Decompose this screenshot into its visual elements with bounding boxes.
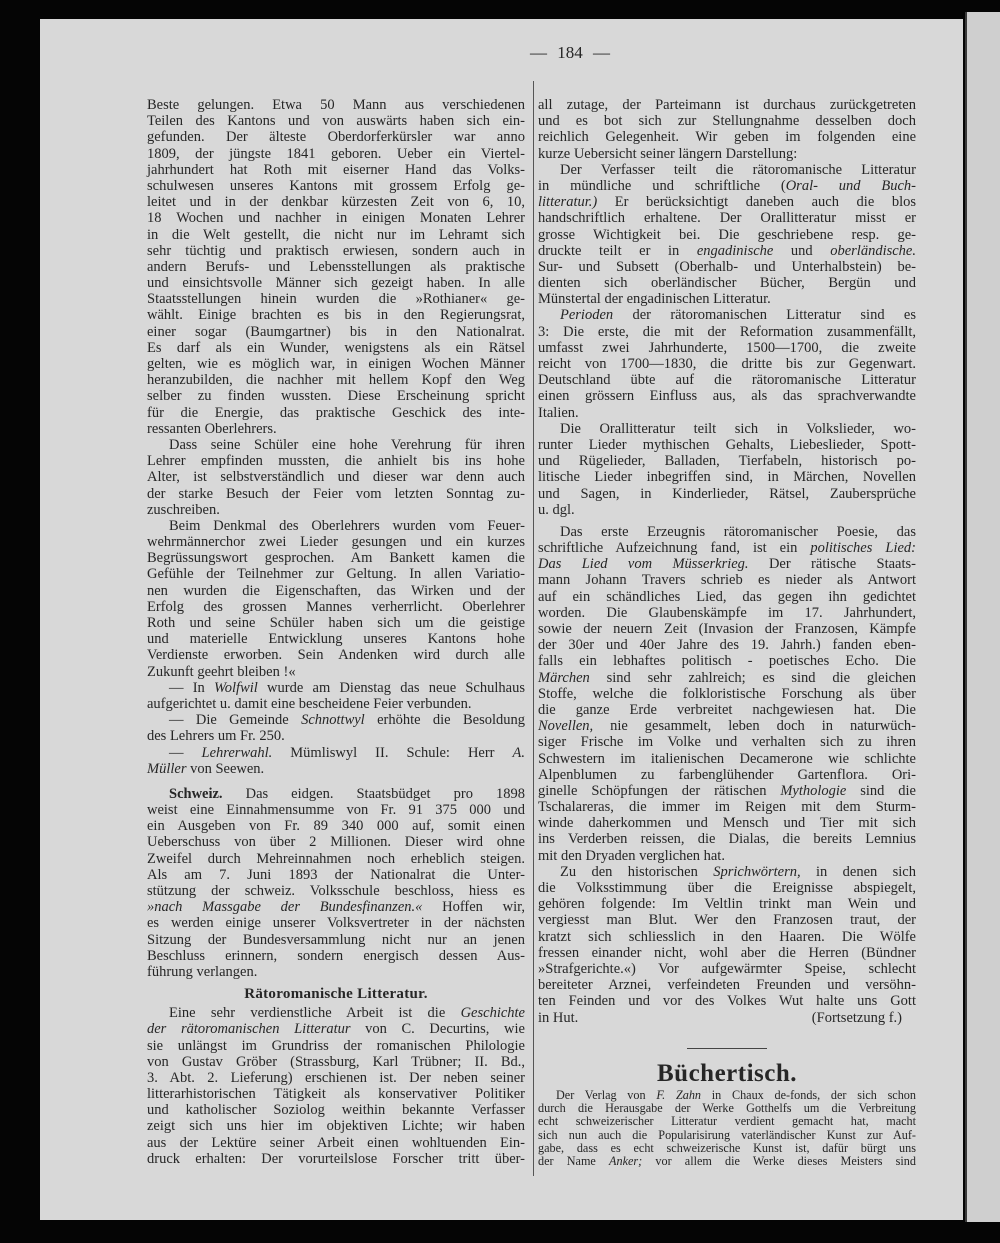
text-segment: Der Verlag von (556, 1087, 657, 1102)
text-line: Alpenblumen zu farbenglühender Gartenflora. Ori- (538, 766, 916, 783)
text-segment: ginelle Schöpfungen der rätischen (538, 782, 781, 799)
text-line: reicht von 1700—1830, die dritte bis zur Gegenwart. (538, 356, 916, 372)
text-segment: in Chaux de-fonds, der sich schon (701, 1087, 916, 1102)
text-line (538, 1155, 916, 1168)
text-line: winde daherkommen und Mensch und Tier mit sich (538, 815, 916, 832)
text-segment: Hoffen wir, (422, 899, 525, 916)
paragraph (538, 864, 916, 1026)
italic-text: Das Lied vom Müsserkrieg. (538, 556, 749, 573)
text-line: Staatsstellungen hinein wurden die »Rothianer« ge- (147, 291, 525, 308)
text-line: fressen einander nicht, wohl aber die Herren (Bündner (538, 944, 916, 961)
text-line: zeigt sich uns hier im objektiven Lichte; wir haben (147, 1118, 525, 1135)
text-line: Lehrer empfinden mussten, die anhielt bis ins hohe (147, 453, 525, 470)
text-line: Deutschland übte auf die rätoromanische Litteratur (538, 372, 916, 389)
text-line (147, 761, 525, 777)
text-line: nen wurden die Eigenschaften, das Wirken und der (147, 582, 525, 599)
left-column (147, 97, 525, 1167)
text-line: gehören folgende: Im Veltlin trinkt man Wein und (538, 896, 916, 913)
text-line: Sur- und Subsett (Oberhalb- und Unterhalbstein) be- (538, 258, 916, 275)
text-line: von Gustav Gröber (Strassburg, Karl Trübner; II. Bd., (147, 1053, 525, 1070)
text-line: Beschluss erinnern, sondern energisch dessen Aus- (147, 947, 525, 964)
text-line: kratzt sich schliesslich in den Haaren. Die Wölfe (538, 928, 916, 945)
text-line (538, 307, 916, 323)
paragraph (538, 162, 916, 308)
text-segment: sind die (846, 782, 916, 799)
text-line: worden. Die Glaubenskämpfe im 17. Jahrhundert, (538, 604, 916, 621)
text-line: weist eine Einnahmensumme von Fr. 91 375 000 und (147, 802, 525, 819)
text-line: 18 Wochen und nachher in einigen Monaten Lehrer (147, 210, 525, 227)
text-line (147, 786, 525, 802)
text-line: reichlich Gelegenheit. Wir geben im folgenden eine (538, 129, 916, 146)
paragraph (147, 518, 525, 680)
paragraph (538, 307, 916, 420)
text-line: Alter, ist selbstverständlich und dieser war denn auch (147, 469, 525, 486)
text-segment: (Fortsetzung f.) (811, 1009, 902, 1026)
text-line (538, 670, 916, 686)
text-line: Beim Denkmal des Oberlehrers wurden vom Feuer- (169, 517, 525, 534)
right-column-text (538, 97, 916, 1026)
text-line: und es bot sich zur Stellungnahme desselben doch (538, 113, 916, 130)
text-line: handschriftlich erhaltene. Der Orallitteratur misst er (538, 210, 916, 227)
text-line (538, 864, 916, 880)
paragraph (147, 745, 525, 777)
paragraph (538, 421, 916, 518)
text-line: kurze Uebersicht seiner längern Darstellung: (538, 145, 798, 162)
italic-text: litteratur.) (538, 194, 598, 211)
italic-text: der rätoromanischen Litteratur (147, 1021, 351, 1038)
paragraph (147, 1005, 525, 1167)
text-line: umfasst zwei Jahrhunderte, 1500—1700, die zweite (538, 339, 916, 356)
text-line: einen grössern Einfluss aus, als das sprachverwandte (538, 388, 916, 405)
paragraph (147, 97, 525, 437)
section-rule (687, 1048, 767, 1049)
text-line: sehr tüchtig und praktisch erwiesen, sondern auch in (147, 242, 525, 259)
text-line: und einsichtsvolle Männer sich gezeigt haben. In alle (147, 275, 525, 292)
text-line: und Sagen, in Kinderlieder, Rätsel, Zaubersprüche (538, 485, 916, 502)
paragraph (147, 437, 525, 518)
text-segment: Eine sehr verdienstliche Arbeit ist die (169, 1005, 461, 1022)
text-line (147, 745, 525, 761)
italic-text: Novellen, (538, 718, 594, 735)
text-line: echt schweizerischer Litteratur verdient gemacht hat, macht (538, 1114, 916, 1129)
text-line: druck erhalten: Der vorurteilslose Forscher tritt über- (147, 1150, 525, 1167)
text-segment: wurde am Dienstag das neue Schulhaus (257, 679, 525, 696)
text-line: ten Feinden und vor des Volkes Wut halte uns Gott (538, 993, 916, 1010)
italic-text: Anker; (609, 1154, 643, 1169)
text-line: durch die Herausgabe der Werke Gotthelfs um die Verbreitung (538, 1100, 916, 1115)
text-line: Beste gelungen. Etwa 50 Mann aus verschiedenen (147, 97, 525, 113)
paragraph (538, 524, 916, 864)
italic-text: Oral- und Buch- (785, 177, 916, 194)
text-segment: Das eidgen. Staatsbüdget pro 1898 (222, 785, 525, 802)
italic-text: A. (512, 744, 526, 761)
text-line (538, 1089, 916, 1102)
italic-text: »nach Massgabe der Bundesfinanzen.« (147, 899, 423, 916)
text-segment: in mündliche und schriftliche ( (538, 177, 786, 194)
text-segment: — In (169, 679, 215, 696)
text-line: Gefühle der Teilnehmer zur Geltung. In allen Variatio- (147, 566, 525, 583)
italic-text: Wolfwil (214, 679, 258, 696)
text-line: mit den Dryaden verglichen hat. (538, 847, 725, 864)
text-line: und Rügelieder, Balladen, Tierfabeln, historisch po- (538, 453, 916, 470)
text-line: heranzubilden, die nachher mit hellem Kopf den Weg (147, 372, 525, 389)
italic-text: Mythologie (780, 782, 847, 799)
text-line (538, 243, 916, 259)
text-line: falls ein lebhaftes politisch - poetisches Echo. Die (538, 653, 916, 670)
text-line: »Strafgerichte.«) Vor aufgewärmter Speise, schlecht (538, 960, 916, 977)
text-line: jahrhundert hat Roth mit eiserner Hand das Volks- (147, 161, 525, 178)
text-line: und materielle Entwicklung unseres Kantons hohe (147, 631, 525, 648)
text-line: aufgerichtet u. damit eine bescheidene Feier verbunden. (147, 695, 472, 712)
text-segment: von C. Decurtins, wie (350, 1021, 525, 1038)
text-line: zuschreiben. (147, 501, 220, 518)
text-line: auf ein schändliches Lied, das gegen ihn gedichtet (538, 588, 916, 605)
text-segment: der Name (538, 1154, 610, 1169)
text-line: des Lehrers um Fr. 250. (147, 728, 285, 745)
text-segment: der rätoromanischen Litteratur sind es (613, 307, 916, 324)
text-line: all zutage, der Parteimann ist durchaus zurückgetreten (538, 97, 916, 113)
italic-text: politisches Lied: (810, 540, 916, 557)
text-line: sie unlängst im Grundriss der romanischen Philologie (147, 1037, 525, 1054)
text-line: es werden einige unserer Volksvertreter in der nächsten (147, 915, 525, 932)
text-segment: druckte teilt er in (538, 242, 697, 259)
text-line: Teilen des Kantons und von auswärts haben sich ein- (147, 113, 525, 130)
italic-text: Schnottwyl (301, 712, 365, 729)
text-line: Es darf als ein Wunder, wenigstens als ein Rätsel (147, 339, 525, 356)
text-line: für die Energie, das praktische Geschick des inte- (147, 404, 525, 421)
italic-text: Müller (147, 760, 187, 777)
section-heading: Rätoromanische Litteratur. (244, 986, 428, 1003)
text-line: bereiteter Arznei, verfeindeten Freunden und versöhn- (538, 977, 916, 994)
text-line (538, 540, 916, 556)
text-line: Ueberschuss von über 2 Millionen. Dieser wird ohne (147, 834, 525, 851)
text-line: Schwestern im italienischen Decamerone wie schlichte (538, 750, 916, 767)
text-line (147, 899, 525, 915)
text-segment: erhöhte die Besoldung (364, 712, 525, 729)
italic-text: Sprichwörtern, (713, 863, 801, 880)
text-segment: Der rätische Staats- (748, 556, 916, 573)
italic-text: Geschichte (460, 1005, 525, 1022)
bold-text: Schweiz. (169, 785, 223, 802)
italic-text: F. Zahn (656, 1087, 702, 1102)
italic-text: Perioden (560, 307, 614, 324)
text-line: ins Verderben reissen, die Dialas, die bereits Lemnius (538, 831, 916, 848)
text-line: Zweifel durch Mehreinnahmen noch erheblich steigen. (147, 850, 525, 867)
text-line: Münstertal der engadinischen Litteratur. (538, 291, 771, 308)
text-line: Tschalareras, die immer im Reigen mit dem Sturm- (538, 799, 916, 816)
text-segment: sind sehr zahlreich; es sind die gleichen (589, 669, 916, 686)
text-line: Dass seine Schüler eine hohe Verehrung für ihren (169, 436, 525, 453)
text-line: in die Welt gestellt, die nicht nur im Lehramt sich (147, 226, 525, 243)
text-line: der starke Besuch der Feier vom letzten Sonntag zu- (147, 485, 525, 502)
text-line (538, 556, 916, 572)
text-line: 1809, der jüngste 1841 geboren. Ueber ein Viertel- (147, 145, 525, 162)
text-line: vergiesst man Blut. Wer den Franzosen traut, der (538, 912, 916, 929)
text-line (147, 680, 525, 696)
text-line: Roth und seine Schüler haben sich um die geistige (147, 615, 525, 631)
paragraph (147, 786, 525, 980)
text-line: dienten sich oberländischer Bücher, Bergün und (538, 275, 916, 292)
text-line: einer sogar (Baumgartner) bis in den Nationalrat. (147, 323, 525, 340)
text-line: Zukunft geehrt bleiben !« (147, 663, 296, 680)
text-line: wählt. Einige brachten es bis in den Regierungsrat, (147, 307, 525, 324)
text-line: gelten, wie es möglich war, in einigen Wochen Männer (147, 356, 525, 372)
text-segment: Zu den historischen (560, 863, 714, 880)
text-line: 3: Die erste, die mit der Reformation zusammenfällt, (538, 323, 916, 340)
text-segment: Er berücksichtigt daneben auch die blos (597, 194, 916, 211)
text-segment: schriftliche Aufzeichnung fand, ist ein (538, 540, 811, 557)
text-line: stützung der schweiz. Volksschule beschloss, hiess es (147, 883, 525, 899)
text-line: Erfolg des grossen Mannes verherrlicht. Oberlehrer (147, 598, 525, 615)
text-line: die ganze Erde verbreitet nachgewiesen hat. Die (538, 701, 916, 718)
text-line: wehrmännerchor zwei Lieder gesungen und ein kurzes (147, 534, 525, 551)
text-segment: und (773, 242, 831, 259)
italic-text: Märchen (538, 669, 590, 686)
text-line: Die Orallitteratur teilt sich in Volkslieder, wo- (560, 420, 916, 437)
text-line: Stoffe, welche die folkloristische Forschung als über (538, 685, 916, 702)
text-line: der 30er und 40er Jahre des 19. Jahrh.) fanden eben- (538, 637, 916, 654)
text-line: mann Johann Travers schrieb es nieder als Antwort (538, 572, 916, 589)
text-line: Als am 7. Juni 1893 der Nationalrat die Unter- (147, 866, 525, 883)
text-line: siger Frische im Volke und verhalten sich zu ihren (538, 734, 916, 751)
text-segment: — Die Gemeinde (169, 712, 302, 729)
text-segment: in Hut. (538, 1009, 579, 1026)
text-line: sich nun auch die Popularisirung vaterländischer Kunst zur Auf- (538, 1127, 916, 1142)
text-line (538, 718, 916, 734)
text-line (538, 194, 916, 210)
text-line: Der Verfasser teilt die rätoromanische Litteratur (560, 161, 916, 178)
text-line: Verdienste erworben. Sein Andenken wird durch alle (147, 647, 525, 664)
text-line: ressanten Oberlehrers. (147, 420, 277, 437)
text-segment: — (169, 744, 202, 761)
text-line: schulwesen unseres Kantons mit grossem Erfolg ge- (147, 177, 525, 194)
text-line: selber zu finden wussten. Diese Erscheinung spricht (147, 388, 525, 405)
text-line: ein Ausgeben von Fr. 89 340 000 auf, somit einen (147, 818, 525, 835)
text-line: andern Berufs- und Lebensstellungen als praktische (147, 258, 525, 275)
text-segment: in denen sich (800, 863, 916, 880)
text-line: Das erste Erzeugnis rätoromanischer Poesie, das (560, 523, 916, 540)
italic-text: engadinische (696, 242, 774, 259)
text-line: gabe, dass es echt schweizerische Kunst ist, dafür bürgt uns (538, 1140, 916, 1155)
text-line: litische Lieder inbegriffen sind, in Märchen, Novellen (538, 469, 916, 486)
text-segment: Mümliswyl II. Schule: Herr (272, 744, 513, 761)
text-line: u. dgl. (538, 501, 575, 518)
text-line: leitet und in der denkbar kürzesten Zeit von 6, 10, (147, 194, 525, 211)
paragraph (147, 680, 525, 712)
paragraph (538, 1089, 916, 1169)
text-line: 3. Abt. 2. Lieferung) erschienen ist. Der neben seiner (147, 1069, 525, 1086)
text-line: Italien. (538, 404, 579, 421)
text-line (538, 178, 916, 194)
text-line: aus der Lektüre seiner Arbeit einen wohltuenden Ein- (147, 1134, 525, 1151)
text-line: Begrüssungswort gesprochen. Am Bankett kamen die (147, 550, 525, 567)
right-column (538, 97, 916, 1168)
paragraph (538, 97, 916, 162)
italic-text: oberländische. (830, 242, 916, 259)
text-line (538, 1010, 916, 1026)
text-line (147, 712, 525, 728)
text-line: und katholischer Soziolog weithin bekannte Verfasser (147, 1102, 525, 1119)
text-line (147, 1005, 525, 1021)
text-line: runter Lieder mythischen Gehalts, Liebeslieder, Spott- (538, 436, 916, 453)
book-section-text (538, 1089, 916, 1169)
text-line (538, 783, 916, 799)
text-line: gefunden. Der älteste Oberdorferkürsler war anno (147, 129, 525, 146)
paragraph (147, 712, 525, 744)
section-heading-buechertisch: Büchertisch. (656, 1059, 798, 1087)
page-number: — 184 — (530, 43, 610, 62)
text-line: Sitzung der Bundesversammlung nicht nur an jenen (147, 931, 525, 948)
text-line: die Volksstimmung über die Ereignisse abspiegelt, (538, 880, 916, 896)
text-segment: nie gesammelt, leben doch in naturwüch- (593, 718, 916, 735)
text-line: führung verlangen. (147, 963, 258, 980)
column-divider (533, 81, 534, 1176)
text-line: grosse Wichtigkeit bei. Die geschriebene resp. ge- (538, 226, 916, 243)
text-segment: von Seewen. (186, 760, 265, 777)
text-line: litterarhistorischen Tätigkeit als konservativer Politiker (147, 1086, 525, 1103)
italic-text: Lehrerwahl. (201, 744, 273, 761)
newspaper-page (40, 19, 963, 1220)
text-line (147, 1021, 525, 1037)
text-line: sowie der neuern Zeit (Invasion der Franzosen, Kämpfe (538, 621, 916, 637)
text-segment: vor allem die Werke dieses Meisters sind (642, 1154, 916, 1169)
adjacent-page-edge (965, 12, 1000, 1222)
